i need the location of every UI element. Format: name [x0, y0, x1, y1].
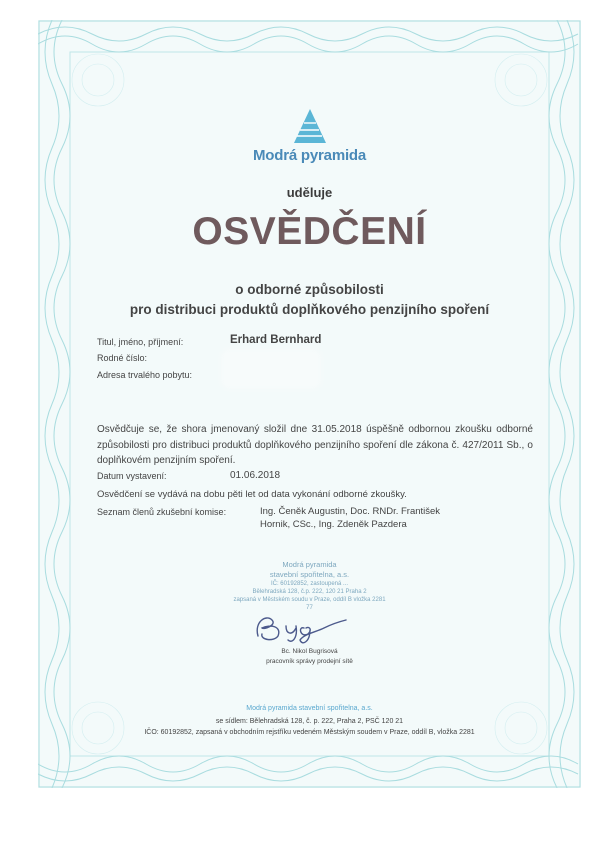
- name-label: Titul, jméno, příjmení:: [97, 337, 184, 347]
- subtitle-line-1: o odborné způsobilosti: [235, 282, 384, 297]
- stamp-line-4: Bělehradská 128, č.p. 222, 120 21 Praha 2: [252, 589, 367, 595]
- validity-text: Osvědčení se vydává na dobu pěti let od data vykonání odborné zkoušky.: [97, 489, 407, 500]
- brand-logo: [38, 108, 581, 164]
- certification-paragraph: Osvědčuje se, že shora jmenovaný složil dne 31.05.2018 úspěšně odbornou zkoušku odborné způsobilosti pro distribuci produktů doplňkového penzijního spoření dle zákona č. 427/2011 Sb., o doplňkovém penzijním spoření.: [97, 424, 533, 466]
- stamp-line-2: stavební spořitelna, a.s.: [269, 570, 350, 579]
- issue-date-label: Datum vystavení:: [97, 471, 167, 481]
- subtitle-line-2: pro distribuci produktů doplňkového penzijního spoření: [129, 302, 490, 317]
- committee-label: Seznam členů zkušební komise:: [97, 507, 227, 517]
- committee-line-2: Hornik, CSc., Ing. Zdeněk Pazdera: [260, 519, 407, 530]
- certificate-title: OSVĚDČENÍ: [192, 210, 427, 253]
- footer-registry: IČO: 60192852, zapsaná v obchodním rejstříku vedeném Městským soudem v Praze, oddíl B, vložka 2281: [144, 729, 475, 736]
- footer-company: Modrá pyramida stavební spořitelna, a.s.: [246, 705, 373, 712]
- stamp-line-5: zapsaná v Městském soudu v Praze, oddíl B vložka 2281: [233, 597, 386, 603]
- signatory-role: pracovník správy prodejní sítě: [266, 658, 353, 665]
- certificate-sheet: [38, 20, 581, 788]
- handwritten-signature: [252, 608, 352, 646]
- stamp-line-6: 77: [306, 605, 313, 611]
- address-label: Adresa trvalého pobytu:: [97, 370, 193, 380]
- committee-line-1: Ing. Čeněk Augustin, Doc. RNDr. František: [260, 506, 441, 517]
- pyramid-icon: [293, 108, 327, 144]
- redaction-patch: [224, 352, 318, 386]
- signatory-name: Bc. Nikol Bugrisová: [281, 648, 338, 655]
- brand-name: Modrá pyramida: [252, 147, 367, 164]
- stamp-line-1: Modrá pyramida: [282, 560, 337, 569]
- footer-seat: se sídlem: Bělehradská 128, č. p. 222, Praha 2, PSČ 120 21: [215, 718, 404, 725]
- birth-number-label: Rodné číslo:: [97, 353, 148, 363]
- name-value: Erhard Bernhard: [230, 334, 322, 346]
- stamp-line-3: IČ: 60192852, zastoupená ...: [270, 581, 349, 587]
- awarding-text: uděluje: [286, 185, 333, 200]
- issue-date-value: 01.06.2018: [230, 470, 281, 481]
- company-stamp: [38, 560, 581, 612]
